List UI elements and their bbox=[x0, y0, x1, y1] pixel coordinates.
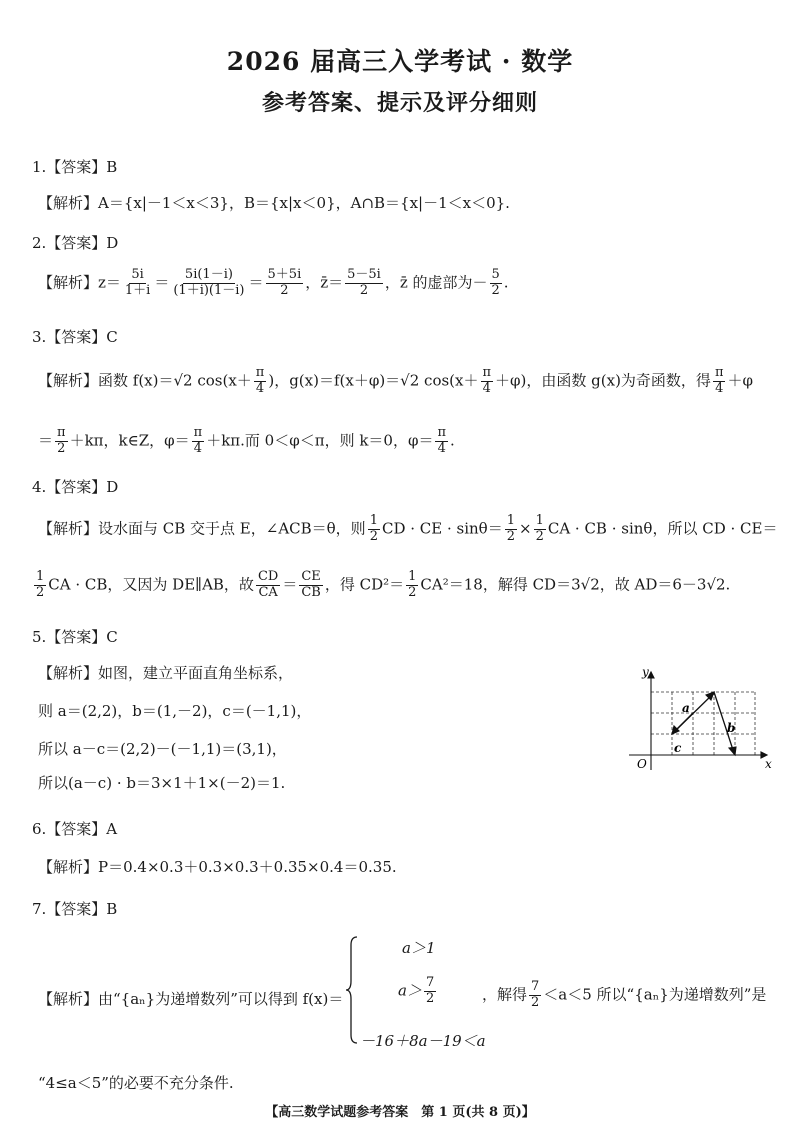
answer-6: 6.【答案】A bbox=[32, 820, 118, 838]
fraction: $\frac{5+5i}{2}$ bbox=[267, 267, 302, 298]
answer-7: 7.【答案】B bbox=[32, 900, 118, 918]
case-1: a＞1 bbox=[402, 939, 436, 957]
analysis-5-line3: 所以 a－c＝(2,2)－(－1,1)＝(3,1)， bbox=[38, 740, 287, 758]
fraction: $\frac{1}{2}$ bbox=[36, 569, 45, 600]
fraction: $\frac{5i}{1+i}$ bbox=[124, 267, 151, 298]
vector-figure bbox=[625, 664, 775, 774]
answer-4: 4.【答案】D bbox=[32, 478, 119, 496]
analysis-7-prefix: 【解析】由“{aₙ}为递增数列”可以得到 f(x)＝ bbox=[38, 990, 344, 1008]
analysis-3-line1: 【解析】函数 f(x)＝√2 cos(x＋ $\frac{\pi}{4}$ )，g(x)＝f(x＋φ)＝√2 cos(x＋ $\frac{\pi}{4}$ ＋φ)，由函数 g(x)为奇函数，得 $\frac{\pi}{4}$ ＋φ bbox=[38, 365, 753, 396]
answer-5: 5.【答案】C bbox=[32, 628, 118, 646]
fraction: $\frac{CD}{CA}$ bbox=[257, 569, 279, 600]
analysis-6: 【解析】P＝0.4×0.3＋0.3×0.3＋0.35×0.4＝0.35. bbox=[38, 858, 397, 876]
fraction: $\frac{5-5i}{2}$ bbox=[347, 267, 381, 298]
page-title: 2026 届高三入学考试 · 数学 bbox=[226, 47, 574, 76]
analysis-4-line2: $\frac{1}{2}$ CA · CB，又因为 DE∥AB，故 $\frac{CD}{CA}$ ＝ $\frac{CE}{CB}$ ，得 CD²＝ $\frac{1}{2}$ CA²＝18，解得 CD＝3√2，故 AD＝6－3√2. bbox=[36, 569, 731, 600]
vector-b-label: b bbox=[727, 721, 736, 735]
analysis-7-line2: “4≤a＜5”的必要不充分条件. bbox=[38, 1074, 234, 1092]
answer-3: 3.【答案】C bbox=[32, 328, 118, 346]
analysis-4-line1: 【解析】设水面与 CB 交于点 E，∠ACB＝θ，则 $\frac{1}{2}$ CD · CE · sinθ＝ $\frac{1}{2}$ × $\frac{1}{2}$ CA · CB · sinθ，所以 CD · CE＝ bbox=[38, 513, 778, 544]
fraction: $\frac{7}{2}$ bbox=[531, 979, 540, 1010]
analysis-2: 【解析】z＝ $\frac{5i}{1+i}$ ＝ $\frac{5i(1-i)}{(1+i)(1-i)}$ ＝ $\frac{5+5i}{2}$ ，z̄＝ $\frac{5-5i}{2}$ ，z̄ 的虚部为－ $\frac{5}{2}$ . bbox=[38, 267, 509, 298]
page-footer: 【高三数学试题参考答案 第 1 页(共 8 页)】 bbox=[265, 1105, 535, 1120]
page-subtitle: 参考答案、提示及评分细则 bbox=[261, 90, 538, 116]
fraction: $\frac{\pi}{4}$ bbox=[482, 365, 492, 396]
fraction: $\frac{\pi}{4}$ bbox=[255, 365, 265, 396]
analysis-1: 【解析】A＝{x|－1＜x＜3}，B＝{x|x＜0}，A∩B＝{x|－1＜x＜0}. bbox=[38, 194, 510, 212]
fraction: $\frac{5i(1-i)}{(1+i)(1-i)}$ bbox=[173, 267, 245, 298]
fraction: $\frac{7}{2}$ bbox=[425, 975, 435, 1006]
fraction: $\frac{CE}{CB}$ bbox=[301, 569, 321, 600]
fraction: $\frac{\pi}{4}$ bbox=[437, 425, 447, 456]
fraction: $\frac{\pi}{2}$ bbox=[57, 425, 66, 456]
case-3: －16＋8a－19＜a bbox=[360, 1032, 486, 1050]
origin-label: O bbox=[637, 757, 647, 771]
fraction: $\frac{\pi}{4}$ bbox=[714, 365, 724, 396]
y-axis-label: y bbox=[642, 665, 649, 679]
answer-2: 2.【答案】D bbox=[32, 234, 119, 252]
vector-a-label: a bbox=[682, 701, 690, 715]
analysis-5-line1: 【解析】如图，建立平面直角坐标系， bbox=[38, 664, 294, 682]
answer-1: 1.【答案】B bbox=[32, 158, 118, 176]
analysis-2-prefix: 【解析】z＝ bbox=[38, 273, 121, 292]
fraction: $\frac{5}{2}$ bbox=[491, 267, 500, 298]
fraction: $\frac{1}{2}$ bbox=[535, 513, 544, 544]
analysis-5-line4: 所以(a－c) · b＝3×1＋1×(－2)＝1. bbox=[38, 774, 286, 792]
analysis-3-line2: ＝ $\frac{\pi}{2}$ ＋kπ，k∈Z，φ＝ $\frac{\pi}{4}$ ＋kπ.而 0＜φ＜π，则 k＝0，φ＝ $\frac{\pi}{4}$ . bbox=[38, 425, 455, 456]
fraction: $\frac{1}{2}$ bbox=[369, 513, 378, 544]
fraction: $\frac{1}{2}$ bbox=[506, 513, 515, 544]
analysis-7-result: ，解得 $\frac{7}{2}$ ＜a＜5 所以“{aₙ}为递增数列”是 bbox=[482, 979, 767, 1010]
x-axis-label: x bbox=[765, 757, 772, 771]
analysis-5-line2: 则 a＝(2,2)，b＝(1,－2)，c＝(－1,1)， bbox=[38, 702, 312, 720]
piecewise-brace bbox=[345, 935, 359, 1045]
fraction: $\frac{1}{2}$ bbox=[408, 569, 417, 600]
fraction: $\frac{\pi}{4}$ bbox=[193, 425, 203, 456]
case-2: a＞ $\frac{7}{2}$ bbox=[398, 975, 435, 1006]
vector-c-label: c bbox=[674, 741, 682, 755]
